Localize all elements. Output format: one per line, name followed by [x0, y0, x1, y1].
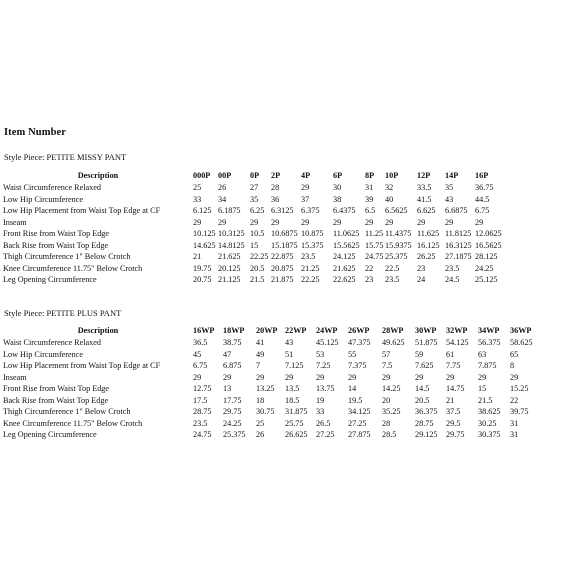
measurement-value: 31.875: [285, 407, 308, 416]
measurement-value: 61: [446, 349, 455, 359]
measurement-value: 11.0625: [333, 229, 360, 238]
measurement-description: Leg Opening Circumference: [3, 275, 97, 284]
measurement-value: 15: [478, 384, 487, 393]
measurement-value: 33: [193, 194, 202, 204]
measurement-value: 28.75: [415, 418, 434, 428]
measurement-value: 16.5625: [475, 240, 502, 250]
measurement-value: 13.5: [285, 384, 300, 393]
measurement-value: 23.5: [385, 275, 400, 284]
measurement-value: 29: [193, 372, 202, 382]
measurement-value: 15.375: [301, 240, 324, 250]
measurement-value: 7.5: [382, 361, 393, 370]
measurement-value: 21.5: [478, 395, 493, 405]
measurement-value: 27.875: [348, 430, 371, 439]
measurement-value: 20.5: [415, 395, 430, 405]
measurement-description: Front Rise from Waist Top Edge: [3, 229, 110, 238]
measurement-value: 14.625: [193, 240, 216, 250]
size-header: 12P: [417, 171, 431, 181]
measurement-row: [3, 182, 507, 194]
measurement-value: 31: [365, 183, 374, 192]
measurement-value: 41: [256, 338, 265, 347]
measurement-value: 58.625: [510, 338, 533, 347]
measurement-value: 11.25: [365, 229, 384, 238]
measurement-value: 28.5: [382, 430, 397, 439]
measurement-value: 29: [250, 217, 259, 227]
measurement-description: Inseam: [3, 372, 27, 382]
measurement-value: 34.125: [348, 407, 371, 416]
size-header: 16P: [475, 171, 489, 181]
measurement-value: 53: [316, 349, 325, 359]
size-header: 34WP: [478, 326, 500, 336]
measurement-value: 26.25: [417, 252, 436, 261]
measurement-value: 25: [256, 418, 265, 428]
measurement-value: 55: [348, 349, 357, 359]
measurement-value: 6.25: [250, 206, 265, 215]
size-header: 0P: [250, 171, 260, 181]
measurement-value: 34: [218, 194, 227, 204]
measurement-value: 13.25: [256, 384, 275, 393]
measurement-value: 44.5: [475, 194, 490, 204]
measurement-value: 43: [285, 338, 294, 347]
measurement-value: 23.5: [445, 263, 460, 273]
measurement-value: 11.4375: [385, 229, 412, 238]
measurement-value: 35.25: [382, 407, 401, 416]
measurement-value: 29: [223, 372, 232, 382]
measurement-value: 51.875: [415, 338, 438, 347]
measurement-value: 20.125: [218, 263, 241, 273]
measurement-value: 33: [316, 407, 325, 416]
measurement-value: 27.1875: [445, 252, 472, 261]
measurement-value: 11.625: [417, 229, 440, 238]
measurement-value: 7.75: [446, 361, 461, 370]
measurement-row: [3, 372, 542, 384]
size-header: 14P: [445, 171, 459, 181]
measurement-value: 21.625: [333, 263, 356, 273]
measurement-value: 28.75: [193, 407, 212, 416]
measurement-value: 10.5: [250, 229, 265, 238]
measurement-description: Front Rise from Waist Top Edge: [3, 384, 110, 393]
measurement-value: 29: [510, 372, 519, 382]
measurement-value: 63: [478, 349, 487, 359]
measurement-value: 18: [256, 395, 265, 405]
measurement-value: 7.625: [415, 361, 434, 370]
measurement-value: 16.125: [417, 240, 440, 250]
measurement-description: Low Hip Circumference: [3, 194, 84, 204]
measurement-value: 6.625: [417, 206, 436, 215]
measurement-value: 22: [365, 263, 374, 273]
measurement-value: 14: [348, 384, 357, 393]
measurement-row: [3, 251, 507, 263]
measurement-value: 29: [478, 372, 487, 382]
measurement-value: 29: [475, 217, 484, 227]
measurement-description: Knee Circumference 11.75" Below Crotch: [3, 263, 143, 273]
measurement-value: 23: [365, 275, 374, 284]
measurement-value: 22.875: [271, 252, 294, 261]
size-header: 32WP: [446, 326, 468, 336]
petite-plus-header-row: [3, 325, 542, 337]
measurement-description: Thigh Circumference 1" Below Crotch: [3, 252, 131, 261]
measurement-description: Low Hip Placement from Waist Top Edge at CF: [3, 206, 161, 215]
measurement-row: [3, 263, 507, 275]
measurement-description: Back Rise from Waist Top Edge: [3, 395, 109, 405]
measurement-value: 6.6875: [445, 206, 468, 215]
measurement-value: 6.125: [193, 206, 212, 215]
measurement-value: 21.625: [218, 252, 241, 261]
measurement-value: 29: [193, 217, 202, 227]
measurement-value: 35: [250, 194, 259, 204]
measurement-value: 6.3125: [271, 206, 294, 215]
measurement-value: 30.75: [256, 407, 275, 416]
measurement-value: 17.5: [193, 395, 208, 405]
measurement-value: 29.75: [446, 430, 465, 439]
measurement-value: 6.75: [475, 206, 490, 215]
measurement-value: 29: [301, 183, 310, 192]
measurement-value: 40: [385, 194, 394, 204]
measurement-value: 19: [316, 395, 325, 405]
size-header: 16WP: [193, 326, 215, 336]
measurement-value: 29: [385, 217, 394, 227]
measurement-value: 28.125: [475, 252, 498, 261]
measurement-value: 23.5: [193, 418, 208, 428]
measurement-value: 29: [365, 217, 374, 227]
measurement-value: 49: [256, 349, 265, 359]
petite-plus-size-table: [3, 325, 542, 441]
measurement-value: 21.125: [218, 275, 241, 284]
measurement-value: 29.125: [415, 430, 438, 439]
measurement-value: 39.75: [510, 407, 529, 416]
measurement-value: 37.5: [446, 407, 461, 416]
measurement-value: 30: [333, 183, 342, 192]
measurement-row: [3, 240, 507, 252]
measurement-value: 26: [218, 183, 227, 192]
measurement-value: 13: [223, 384, 232, 393]
measurement-value: 32: [385, 183, 394, 192]
measurement-row: [3, 349, 542, 361]
measurement-value: 6.875: [223, 361, 242, 370]
measurement-value: 21.25: [301, 263, 320, 273]
measurement-value: 59: [415, 349, 424, 359]
description-header: Description: [77, 326, 119, 336]
measurement-value: 25: [193, 183, 202, 192]
measurement-value: 37: [301, 194, 310, 204]
measurement-value: 12.75: [193, 384, 212, 393]
petite-plus-table-body: [3, 337, 542, 441]
size-header: 8P: [365, 171, 375, 181]
style-piece-label-petite-plus: Style Piece: PETITE PLUS PANT: [4, 308, 122, 318]
measurement-value: 24.25: [223, 418, 242, 428]
measurement-value: 25.75: [285, 418, 304, 428]
measurement-value: 15.5625: [333, 240, 360, 250]
measurement-value: 29: [271, 217, 280, 227]
measurement-value: 25.375: [385, 252, 408, 261]
measurement-value: 38.625: [478, 407, 501, 416]
measurement-value: 17.75: [223, 395, 242, 405]
measurement-value: 27.25: [316, 430, 335, 439]
measurement-value: 29: [417, 217, 426, 227]
measurement-value: 29: [256, 372, 265, 382]
measurement-value: 15.25: [510, 384, 529, 393]
measurement-row: [3, 418, 542, 430]
size-header: 4P: [301, 171, 311, 181]
size-header: 6P: [333, 171, 343, 181]
size-header: 000P: [193, 171, 211, 181]
measurement-value: 45.125: [316, 338, 339, 347]
measurement-value: 29: [445, 217, 454, 227]
measurement-value: 47.375: [348, 338, 371, 347]
measurement-value: 8: [510, 361, 515, 370]
measurement-row: [3, 217, 507, 229]
measurement-value: 27.25: [348, 418, 367, 428]
measurement-value: 23.5: [301, 252, 316, 261]
size-header: 00P: [218, 171, 232, 181]
measurement-value: 29: [333, 217, 342, 227]
measurement-value: 36.375: [415, 407, 438, 416]
measurement-row: [3, 337, 542, 349]
measurement-value: 39: [365, 194, 374, 204]
measurement-value: 35: [445, 183, 454, 192]
measurement-value: 36: [271, 194, 280, 204]
measurement-value: 14.8125: [218, 240, 245, 250]
measurement-value: 30.25: [478, 418, 497, 428]
measurement-value: 54.125: [446, 338, 469, 347]
measurement-description: Waist Circumference Relaxed: [3, 338, 102, 347]
measurement-value: 6.5: [365, 206, 376, 215]
measurement-value: 22.625: [333, 275, 356, 284]
measurement-value: 29: [415, 372, 424, 382]
measurement-row: [3, 360, 542, 372]
measurement-value: 15.9375: [385, 240, 412, 250]
measurement-value: 10.6875: [271, 229, 298, 238]
measurement-row: [3, 274, 507, 286]
measurement-value: 10.875: [301, 229, 324, 238]
size-header: 30WP: [415, 326, 437, 336]
measurement-value: 6.5625: [385, 206, 408, 215]
measurement-value: 18.5: [285, 395, 300, 405]
measurement-value: 26.625: [285, 430, 308, 439]
measurement-value: 43: [445, 194, 454, 204]
measurement-value: 31: [510, 430, 519, 439]
measurement-value: 57: [382, 349, 391, 359]
measurement-value: 7.25: [316, 361, 331, 370]
measurement-description: Thigh Circumference 1" Below Crotch: [3, 407, 131, 416]
measurement-value: 27: [250, 183, 259, 192]
measurement-value: 38.75: [223, 338, 242, 347]
measurement-row: [3, 429, 542, 441]
measurement-value: 28: [271, 183, 280, 192]
measurement-description: Knee Circumference 11.75" Below Crotch: [3, 418, 143, 428]
measurement-description: Low Hip Placement from Waist Top Edge at CF: [3, 361, 161, 370]
measurement-value: 16.3125: [445, 240, 472, 250]
measurement-value: 15.1875: [271, 240, 298, 250]
measurement-row: [3, 228, 507, 240]
measurement-value: 45: [193, 349, 202, 359]
measurement-value: 22.25: [301, 275, 320, 284]
measurement-value: 12.0625: [475, 229, 502, 238]
petite-missy-size-table: [3, 170, 507, 286]
measurement-value: 65: [510, 349, 519, 359]
measurement-value: 29: [446, 372, 455, 382]
measurement-value: 20: [382, 395, 391, 405]
measurement-value: 13.75: [316, 384, 335, 393]
measurement-value: 36.75: [475, 183, 494, 192]
measurement-value: 29: [316, 372, 325, 382]
measurement-value: 15: [250, 240, 259, 250]
measurement-row: [3, 194, 507, 206]
measurement-value: 7.375: [348, 361, 367, 370]
measurement-description: Inseam: [3, 217, 27, 227]
measurement-value: 21: [193, 252, 202, 261]
measurement-row: [3, 406, 542, 418]
measurement-value: 28: [382, 418, 391, 428]
size-header: 20WP: [256, 326, 278, 336]
measurement-row: [3, 383, 542, 395]
measurement-value: 14.75: [446, 384, 465, 393]
measurement-value: 7.125: [285, 361, 304, 370]
measurement-value: 24.25: [475, 263, 494, 273]
measurement-value: 6.375: [301, 206, 320, 215]
measurement-value: 33.5: [417, 183, 432, 192]
measurement-value: 47: [223, 349, 232, 359]
measurement-value: 22.25: [250, 252, 269, 261]
size-header: 22WP: [285, 326, 307, 336]
measurement-value: 29.5: [446, 418, 461, 428]
measurement-value: 41.5: [417, 194, 432, 204]
measurement-value: 20.875: [271, 263, 294, 273]
measurement-value: 31: [510, 418, 519, 428]
measurement-value: 23: [417, 263, 426, 273]
description-header: Description: [77, 171, 119, 181]
measurement-row: [3, 395, 542, 407]
measurement-value: 25.375: [223, 430, 246, 439]
measurement-value: 10.3125: [218, 229, 245, 238]
measurement-value: 10.125: [193, 229, 216, 238]
measurement-value: 29: [301, 217, 310, 227]
measurement-description: Waist Circumference Relaxed: [3, 183, 102, 192]
measurement-value: 21: [446, 395, 455, 405]
measurement-value: 30.375: [478, 430, 501, 439]
size-header: 18WP: [223, 326, 245, 336]
size-header: 36WP: [510, 326, 532, 336]
measurement-description: Low Hip Circumference: [3, 349, 84, 359]
measurement-value: 14.5: [415, 384, 430, 393]
measurement-value: 6.1875: [218, 206, 241, 215]
measurement-value: 11.8125: [445, 229, 472, 238]
measurement-value: 24.75: [193, 430, 212, 439]
measurement-value: 29: [218, 217, 227, 227]
measurement-value: 24: [417, 275, 426, 284]
measurement-value: 24.5: [445, 275, 460, 284]
measurement-value: 14.25: [382, 384, 401, 393]
measurement-value: 51: [285, 349, 294, 359]
measurement-value: 29: [348, 372, 357, 382]
petite-missy-table-body: [3, 182, 507, 286]
item-number-heading: Item Number: [4, 127, 67, 138]
measurement-row: [3, 205, 507, 217]
measurement-value: 36.5: [193, 338, 208, 347]
measurement-value: 29: [382, 372, 391, 382]
measurement-value: 24.125: [333, 252, 356, 261]
measurement-description: Back Rise from Waist Top Edge: [3, 240, 109, 250]
measurement-value: 26.5: [316, 418, 331, 428]
measurement-value: 6.75: [193, 361, 208, 370]
measurement-value: 56.375: [478, 338, 501, 347]
measurement-value: 19.75: [193, 263, 212, 273]
measurement-description: Leg Opening Circumference: [3, 430, 97, 439]
measurement-value: 7.875: [478, 361, 497, 370]
measurement-value: 38: [333, 194, 342, 204]
size-header: 26WP: [348, 326, 370, 336]
measurement-value: 24.75: [365, 252, 384, 261]
measurement-value: 29.75: [223, 407, 242, 416]
measurement-value: 21.5: [250, 275, 265, 284]
size-header: 28WP: [382, 326, 404, 336]
measurement-value: 20.75: [193, 275, 212, 284]
measurement-value: 22: [510, 395, 519, 405]
measurement-value: 22.5: [385, 263, 400, 273]
measurement-value: 21.875: [271, 275, 294, 284]
measurement-value: 15.75: [365, 240, 384, 250]
petite-missy-header-row: [3, 170, 507, 182]
measurement-value: 25.125: [475, 275, 498, 284]
measurement-value: 49.625: [382, 338, 405, 347]
measurement-value: 29: [285, 372, 294, 382]
measurement-value: 6.4375: [333, 206, 356, 215]
measurement-value: 7: [256, 361, 261, 370]
measurement-value: 20.5: [250, 263, 265, 273]
size-header: 10P: [385, 171, 399, 181]
size-header: 24WP: [316, 326, 338, 336]
style-piece-label-petite-missy: Style Piece: PETITE MISSY PANT: [4, 152, 127, 162]
size-header: 2P: [271, 171, 281, 181]
measurement-value: 26: [256, 430, 265, 439]
measurement-value: 19.5: [348, 395, 363, 405]
